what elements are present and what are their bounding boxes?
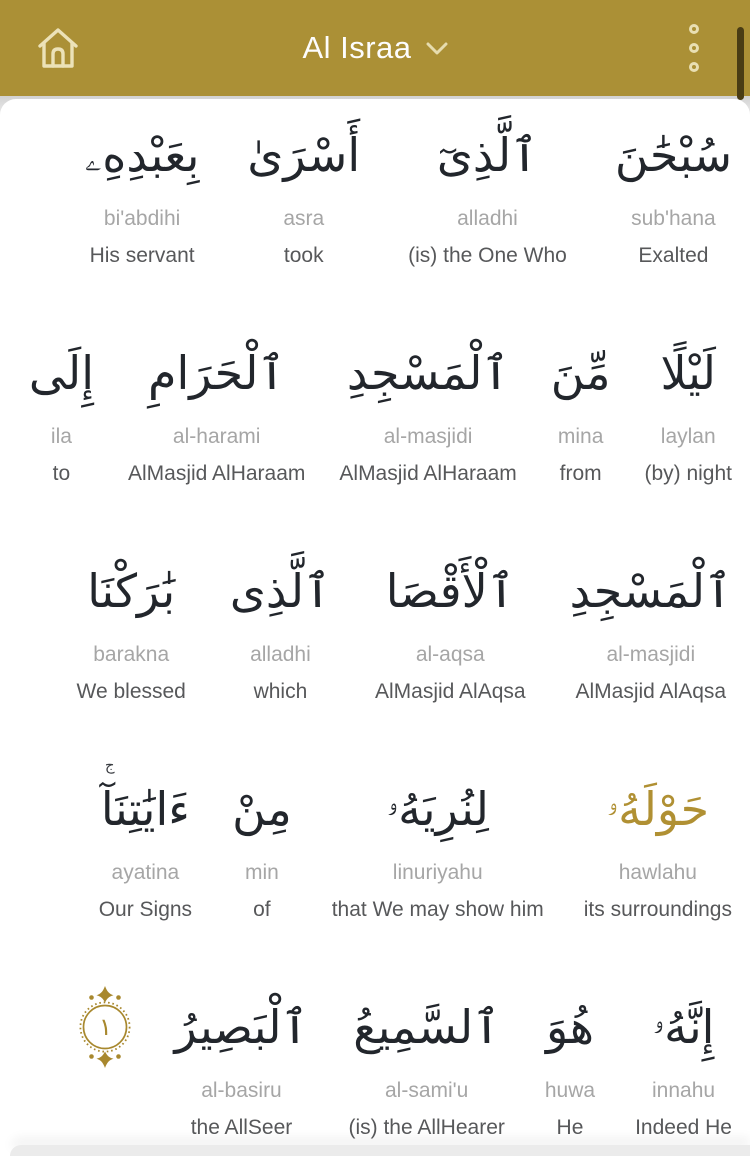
translation: took [283, 244, 324, 267]
arabic-word: ٱلْمَسْجِدِ [569, 564, 732, 618]
transliteration: mina [557, 425, 604, 448]
transliteration: asra [283, 207, 325, 230]
arabic-word: أَسْرَىٰ [247, 128, 361, 182]
arabic-word: إِلَى [28, 346, 94, 400]
translation: He [556, 1116, 584, 1139]
translation: His servant [89, 244, 195, 267]
transliteration: hawlahu [618, 861, 697, 884]
word-huwa[interactable] [545, 980, 595, 1141]
word-al-masjidi[interactable] [339, 326, 516, 487]
translation: (is) the One Who [408, 244, 567, 267]
word-mina[interactable] [551, 326, 611, 487]
word-linuriyahu[interactable] [332, 762, 544, 923]
word-row [18, 108, 732, 269]
word-al-harami[interactable] [128, 326, 305, 487]
transliteration: ila [50, 425, 72, 448]
kebab-dot [689, 62, 699, 72]
transliteration: min [244, 861, 279, 884]
translation: of [253, 898, 271, 921]
transliteration: bi'abdihi [103, 207, 181, 230]
verse-content [0, 96, 750, 1141]
word-hawlahu-highlighted[interactable] [584, 762, 732, 923]
translation: that We may show him [331, 898, 544, 921]
word-row [18, 544, 732, 705]
arabic-word: ٱلْأَقْصَا [385, 564, 515, 618]
transliteration: alladhi [457, 207, 518, 230]
word-al-basiru[interactable] [174, 980, 308, 1141]
arabic-word: إِنَّهُۥ [652, 1000, 715, 1054]
translation: Indeed He [635, 1116, 732, 1139]
transliteration: al-sami'u [384, 1079, 469, 1102]
word-row [18, 980, 732, 1141]
translation: to [52, 462, 71, 485]
transliteration: barakna [93, 643, 170, 666]
transliteration: laylan [660, 425, 716, 448]
word-al-masjidi-2[interactable] [570, 544, 732, 705]
word-alladhi-2[interactable] [230, 544, 331, 705]
translation: its surroundings [583, 898, 732, 921]
translation: from [559, 462, 602, 485]
arabic-word: ٱلسَّمِيعُ [353, 1000, 501, 1054]
transliteration: sub'hana [631, 207, 716, 230]
word-al-aqsa[interactable] [375, 544, 526, 705]
transliteration: huwa [544, 1079, 596, 1102]
translation: Exalted [638, 244, 709, 267]
arabic-word: مِنْ [232, 782, 292, 836]
word-min[interactable] [232, 762, 292, 923]
app-bar [0, 0, 750, 96]
kebab-menu-button[interactable] [682, 22, 706, 74]
transliteration: alladhi [250, 643, 311, 666]
transliteration: al-aqsa [415, 643, 485, 666]
word-barakna[interactable] [77, 544, 186, 705]
translation: (is) the AllHearer [348, 1116, 505, 1139]
arabic-word-highlighted: حَوْلَهُۥ [606, 782, 710, 836]
word-laylan[interactable] [644, 326, 732, 487]
arabic-word: لَيْلًا [660, 346, 716, 400]
translation: (by) night [644, 462, 732, 485]
translation: AlMasjid AlHaraam [339, 462, 517, 485]
arabic-word: مِّنَ [550, 346, 611, 400]
word-ayatina[interactable] [98, 756, 193, 923]
word-row [18, 756, 732, 923]
translation: which [253, 680, 308, 703]
arabic-word: ٱلَّذِى [229, 564, 331, 618]
transliteration: al-basiru [201, 1079, 282, 1102]
verse-number-ornament [76, 980, 134, 1070]
transliteration: al-masjidi [383, 425, 473, 448]
arabic-word: ٱلَّذِىٓ [436, 128, 539, 182]
word-alladhi[interactable] [408, 108, 567, 269]
translation: We blessed [76, 680, 186, 703]
word-bi'abdihi[interactable] [85, 108, 200, 269]
chevron-down-icon [426, 42, 448, 55]
transliteration: ayatina [111, 861, 180, 884]
translation: AlMasjid AlAqsa [575, 680, 727, 703]
word-row [18, 326, 732, 487]
word-innahu[interactable] [635, 980, 732, 1141]
arabic-word: بَٰرَكْنَا [87, 564, 176, 618]
transliteration: al-harami [172, 425, 261, 448]
arabic-word: لِنُرِيَهُۥ [386, 782, 489, 836]
arabic-word: هُوَ [545, 1000, 594, 1054]
page-title: Al Israa [302, 30, 412, 65]
word-sub'hana[interactable] [615, 108, 732, 269]
surah-title-dropdown[interactable] [0, 0, 750, 96]
kebab-dot [689, 43, 699, 53]
next-section-edge [10, 1145, 750, 1156]
transliteration: al-masjidi [606, 643, 696, 666]
arabic-word: ٱلْحَرَامِ [148, 346, 286, 400]
arabic-word: ٱلْمَسْجِدِ [346, 346, 510, 400]
arabic-word: بِعَبْدِهِۦ [84, 128, 200, 182]
word-asra[interactable] [247, 108, 360, 269]
scrollbar-thumb[interactable] [737, 27, 744, 100]
transliteration: innahu [652, 1079, 716, 1102]
kebab-dot [689, 24, 699, 34]
verse-number: ١ [99, 1013, 112, 1041]
translation: AlMasjid AlHaraam [127, 462, 306, 485]
translation: AlMasjid AlAqsa [374, 680, 526, 703]
transliteration: linuriyahu [392, 861, 483, 884]
arabic-word: ءَايَٰتِنَآ [100, 782, 190, 836]
translation: the AllSeer [190, 1116, 293, 1139]
arabic-word: ٱلْبَصِيرُ [174, 1000, 309, 1054]
word-al-sami'u[interactable] [348, 980, 504, 1141]
arabic-word: سُبْحَٰنَ [614, 128, 732, 182]
word-ila[interactable] [29, 326, 94, 487]
translation: Our Signs [98, 898, 193, 921]
ayah-end-ornament-icon [76, 984, 134, 1070]
waqf-mark: ج [104, 756, 115, 774]
